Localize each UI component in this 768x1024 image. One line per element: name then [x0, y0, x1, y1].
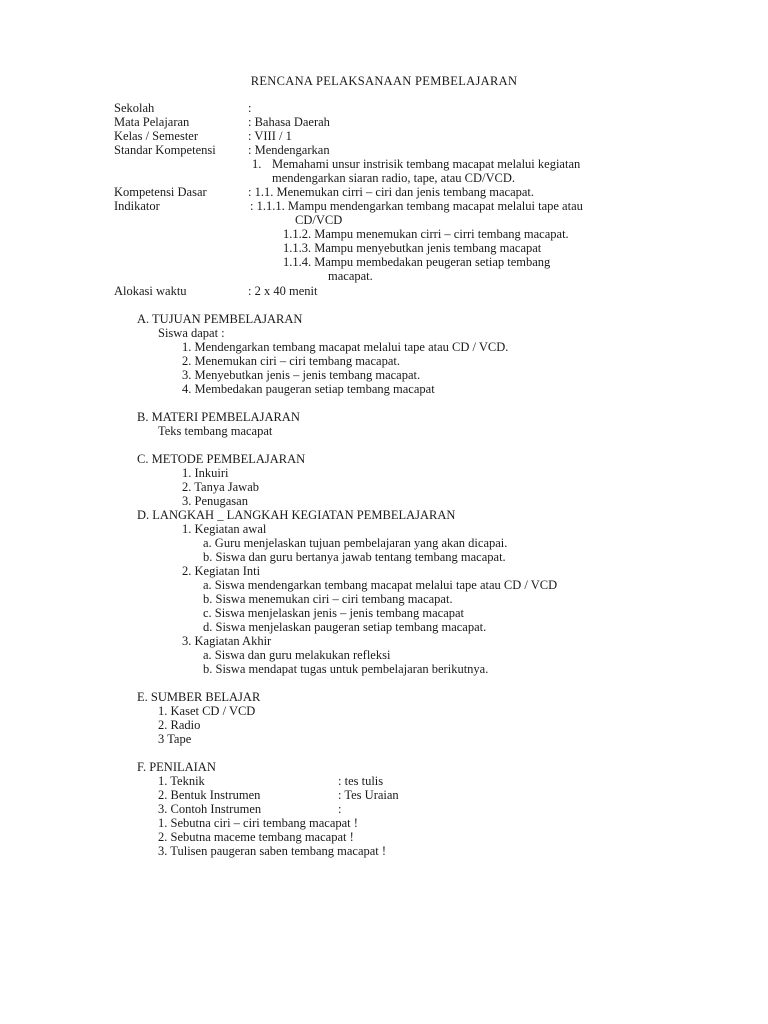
- list-item: 2. Radio: [158, 718, 201, 732]
- section-f-heading: F. PENILAIAN: [137, 760, 216, 774]
- indikator-113: 1.1.3. Mampu menyebutkan jenis tembang macapat: [283, 241, 542, 255]
- indikator-114-line2: macapat.: [328, 269, 373, 283]
- section-e-heading: E. SUMBER BELAJAR: [137, 690, 261, 704]
- list-item: d. Siswa menjelaskan paugeran setiap tembang macapat.: [203, 620, 487, 634]
- section-c-heading: C. METODE PEMBELAJARAN: [137, 452, 306, 466]
- list-item: 3. Penugasan: [182, 494, 248, 508]
- sekolah-label: Sekolah: [114, 101, 155, 115]
- sekolah-value: :: [248, 101, 252, 115]
- sk-item-number: 1.: [252, 157, 262, 171]
- sk-value: : Mendengarkan: [248, 143, 330, 157]
- mapel-label: Mata Pelajaran: [114, 115, 190, 129]
- teknik-label: 1. Teknik: [158, 774, 205, 788]
- question-item: 3. Tulisen paugeran saben tembang macapat !: [158, 844, 387, 858]
- list-item: a. Siswa dan guru melakukan refleksi: [203, 648, 391, 662]
- indikator-111-line1: : 1.1.1. Mampu mendengarkan tembang macapat melalui tape atau: [250, 199, 583, 213]
- bentuk-label: 2. Bentuk Instrumen: [158, 788, 261, 802]
- kegiatan-awal: 1. Kegiatan awal: [182, 522, 267, 536]
- mapel-value: : Bahasa Daerah: [248, 115, 330, 129]
- indikator-114-line1: 1.1.4. Mampu membedakan peugeran setiap tembang: [283, 255, 551, 269]
- bentuk-value: : Tes Uraian: [338, 788, 399, 802]
- list-item: 2. Menemukan ciri – ciri tembang macapat.: [182, 354, 400, 368]
- list-item: c. Siswa menjelaskan jenis – jenis tembang macapat: [203, 606, 465, 620]
- alokasi-label: Alokasi waktu: [114, 284, 187, 298]
- list-item: b. Siswa dan guru bertanya jawab tentang tembang macapat.: [203, 550, 506, 564]
- section-d-heading: D. LANGKAH _ LANGKAH KEGIATAN PEMBELAJARAN: [137, 508, 456, 522]
- alokasi-value: : 2 x 40 menit: [248, 284, 318, 298]
- indikator-label: Indikator: [114, 199, 160, 213]
- kegiatan-inti: 2. Kegiatan Inti: [182, 564, 261, 578]
- question-item: 1. Sebutna ciri – ciri tembang macapat !: [158, 816, 358, 830]
- indikator-111-line2: CD/VCD: [295, 213, 343, 227]
- section-a-heading: A. TUJUAN PEMBELAJARAN: [137, 312, 303, 326]
- kd-value: : 1.1. Menemukan cirri – ciri dan jenis tembang macapat.: [248, 185, 535, 199]
- sk-label: Standar Kompetensi: [114, 143, 216, 157]
- teknik-value: : tes tulis: [338, 774, 384, 788]
- list-item: 3 Tape: [158, 732, 192, 746]
- kd-label: Kompetensi Dasar: [114, 185, 207, 199]
- list-item: 2. Tanya Jawab: [182, 480, 259, 494]
- list-item: 1. Inkuiri: [182, 466, 229, 480]
- indikator-112: 1.1.2. Mampu menemukan cirri – cirri tembang macapat.: [283, 227, 569, 241]
- list-item: a. Guru menjelaskan tujuan pembelajaran yang akan dicapai.: [203, 536, 508, 550]
- document-title: RENCANA PELAKSANAAN PEMBELAJARAN: [250, 74, 518, 88]
- list-item: 1. Mendengarkan tembang macapat melalui tape atau CD / VCD.: [182, 340, 509, 354]
- list-item: 4. Membedakan paugeran setiap tembang macapat: [182, 382, 435, 396]
- list-item: a. Siswa mendengarkan tembang macapat melalui tape atau CD / VCD: [203, 578, 558, 592]
- kegiatan-akhir: 3. Kagiatan Akhir: [182, 634, 272, 648]
- list-item: 3. Menyebutkan jenis – jenis tembang macapat.: [182, 368, 421, 382]
- section-b-text: Teks tembang macapat: [158, 424, 273, 438]
- list-item: b. Siswa menemukan ciri – ciri tembang macapat.: [203, 592, 453, 606]
- question-item: 2. Sebutna maceme tembang macapat !: [158, 830, 354, 844]
- sk-item-line1: Memahami unsur instrisik tembang macapat melalui kegiatan: [272, 157, 581, 171]
- section-a-intro: Siswa dapat :: [158, 326, 225, 340]
- contoh-value: :: [338, 802, 342, 816]
- section-b-heading: B. MATERI PEMBELAJARAN: [137, 410, 300, 424]
- list-item: b. Siswa mendapat tugas untuk pembelajaran berikutnya.: [203, 662, 489, 676]
- contoh-label: 3. Contoh Instrumen: [158, 802, 262, 816]
- list-item: 1. Kaset CD / VCD: [158, 704, 256, 718]
- kelas-value: : VIII / 1: [248, 129, 292, 143]
- sk-item-line2: mendengarkan siaran radio, tape, atau CD/VCD.: [272, 171, 515, 185]
- kelas-label: Kelas / Semester: [114, 129, 199, 143]
